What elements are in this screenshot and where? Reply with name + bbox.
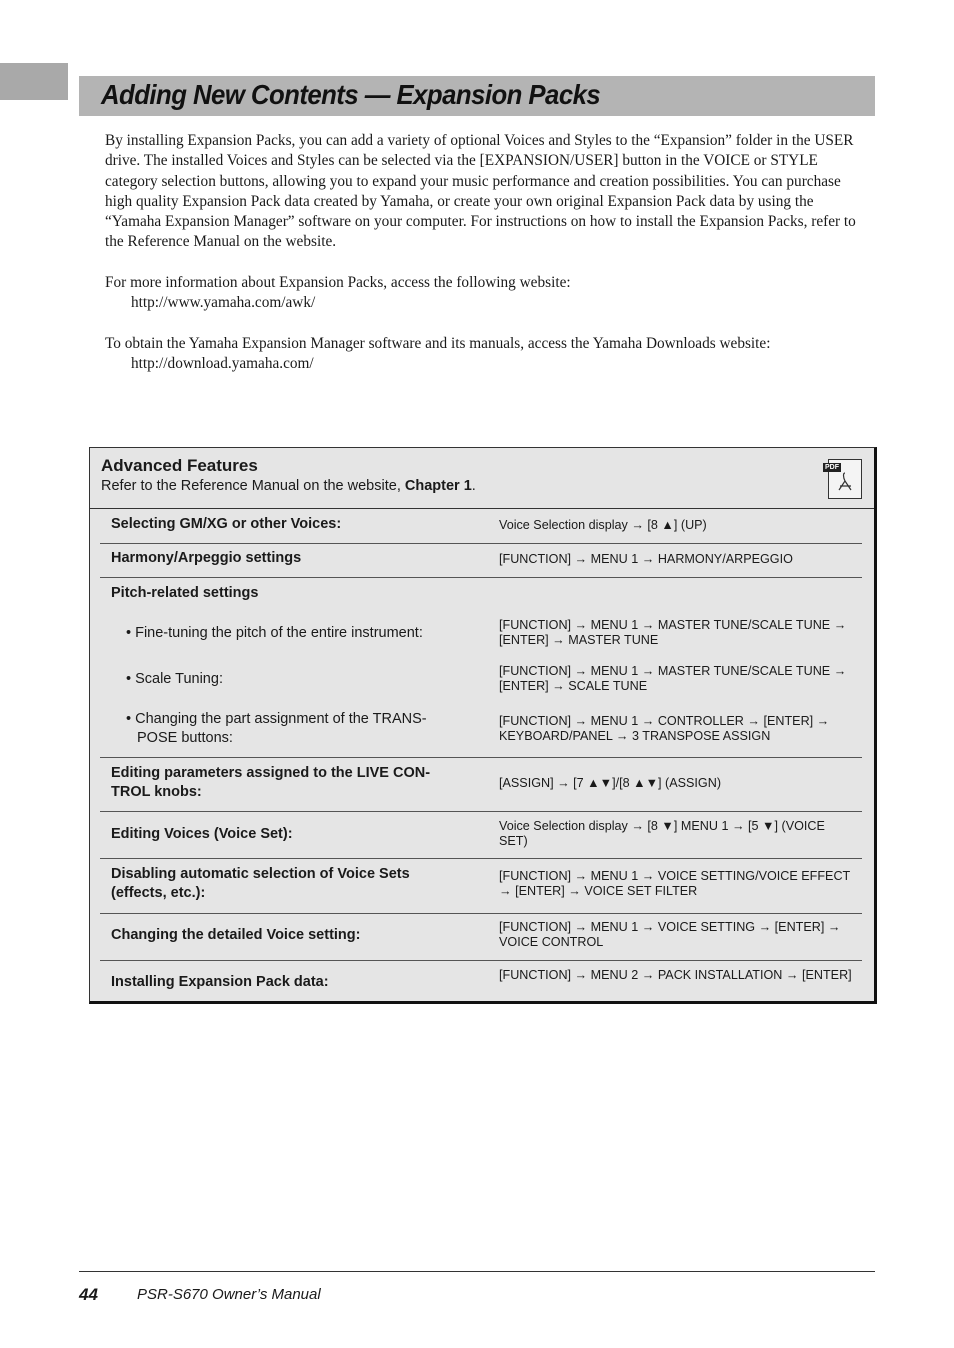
row-label: Changing the detailed Voice setting: [111,927,361,943]
table-row [100,812,862,859]
row-value: [FUNCTION] → MENU 1 → VOICE SETTING/VOICE EFFECT → [ENTER] → VOICE SET FILTER [499,869,851,898]
row-label: Installing Expansion Pack data: [111,974,329,990]
row-value: Voice Selection display → [8 ▲] (UP) [499,518,707,532]
row-value: [FUNCTION] → MENU 1 → HARMONY/ARPEGGIO [499,552,793,566]
table-row [100,509,862,544]
subtitle-prefix: Refer to the Reference Manual on the website, [101,478,405,494]
info-paragraph [105,273,870,314]
row-sub-label-line1: • Changing the part assignment of the TRANS- [126,711,427,727]
row-label [111,865,471,903]
intro-paragraph: By installing Expansion Packs, you can add a variety of optional Voices and Styles to the “Expansion” folder in the USER drive. The installed Voices and Styles can be selected via the [EXPANSION/USER] button in the VOICE or STYLE category selection buttons, allowing you to expand your music performance and creation possibilities. You can purchase high quality Expansion Pack data created by Yamaha, or create your own original Expansion Pack data by using the “Yamaha Expansion Manager” software on your computer. For instructions on how to install the Expansion Packs, refer to the Reference Manual on the website. [105,132,856,251]
download-paragraph [105,334,870,375]
features-table [100,509,862,1005]
row-label-line2: (effects, etc.): [111,885,206,901]
row-label: Harmony/Arpeggio settings [111,550,302,566]
advanced-features-title: Advanced Features [101,456,258,475]
row-sub-label-line2: POSE buttons: [137,730,233,746]
advanced-features-subtitle [101,476,476,496]
acrobat-icon [833,470,857,494]
row-label: Pitch-related settings [111,585,259,601]
title-bar [79,76,875,116]
row-sub-value: [FUNCTION] → MENU 1 → MASTER TUNE/SCALE TUNE → [ENTER] → SCALE TUNE [499,664,847,693]
row-sub-value: [FUNCTION] → MENU 1 → MASTER TUNE/SCALE TUNE → [ENTER] → MASTER TUNE [499,618,847,647]
footer-divider [79,1271,875,1272]
advanced-features-box [89,447,877,1004]
row-label-line2: TROL knobs: [111,784,202,800]
row-label [111,764,471,802]
info-text: For more information about Expansion Packs, access the following website: [105,274,571,291]
pdf-icon [825,459,862,499]
row-sub-label: • Fine-tuning the pitch of the entire instrument: [126,625,423,641]
manual-name: PSR-S670 Owner’s Manual [137,1286,321,1303]
row-sub-label [126,710,486,748]
row-value: [FUNCTION] → MENU 1 → VOICE SETTING → [ENTER] → VOICE CONTROL [499,920,841,949]
row-value: [FUNCTION] → MENU 2 → PACK INSTALLATION → [ENTER] [499,968,852,982]
advanced-features-header [101,456,476,496]
page-number: 44 [79,1285,98,1304]
section-tab-marker [0,63,68,100]
table-row [100,961,862,1005]
table-row [100,544,862,578]
subtitle-chapter: Chapter 1 [404,478,472,494]
table-row [100,914,862,961]
row-sub-label: • Scale Tuning: [126,671,223,687]
page-title: Adding New Contents — Expansion Packs [101,79,601,110]
table-row [100,859,862,914]
download-text: To obtain the Yamaha Expansion Manager software and its manuals, access the Yamaha Downloads website: [105,335,771,352]
row-value: [ASSIGN] → [7 ▲▼]/[8 ▲▼] (ASSIGN) [499,776,722,790]
row-value: Voice Selection display → [8 ▼] MENU 1 → [5 ▼] (VOICE SET) [499,819,825,848]
row-label: Editing Voices (Voice Set): [111,826,293,842]
table-row [100,578,862,758]
info-url-link[interactable]: http://www.yamaha.com/awk/ [131,294,316,312]
row-label-line1: Editing parameters assigned to the LIVE CON- [111,765,431,781]
row-label: Selecting GM/XG or other Voices: [111,516,342,532]
download-url-link[interactable]: http://download.yamaha.com/ [131,355,314,373]
pdf-icon-label: PDF [825,464,839,471]
table-row [100,758,862,812]
subtitle-suffix: . [471,478,476,494]
row-label-line1: Disabling automatic selection of Voice Sets [111,866,410,882]
row-sub-value: [FUNCTION] → MENU 1 → CONTROLLER → [ENTER] → KEYBOARD/PANEL → 3 TRANSPOSE ASSIGN [499,714,830,743]
